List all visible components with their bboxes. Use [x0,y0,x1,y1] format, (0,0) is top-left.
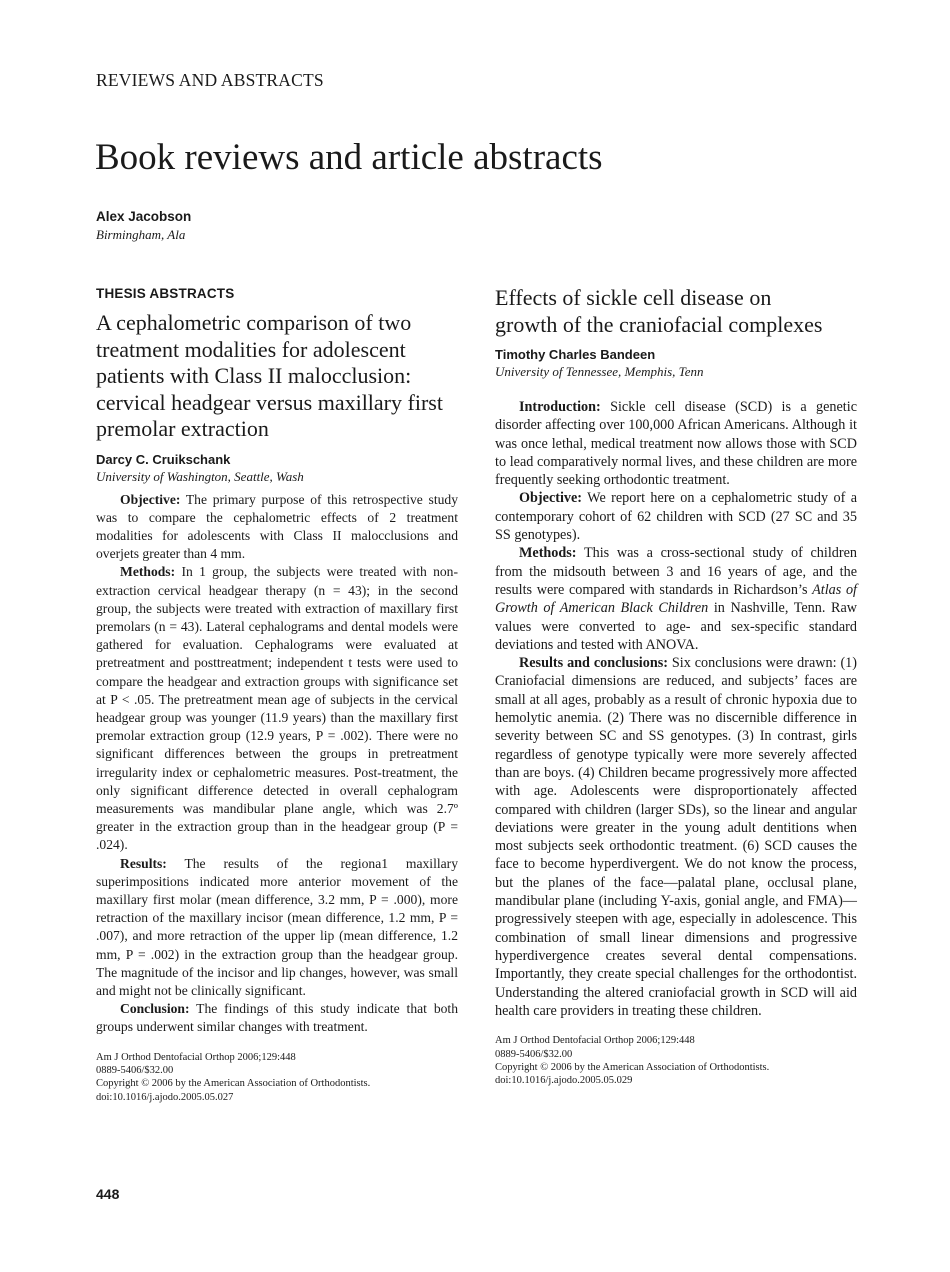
citation-journal: Am J Orthod Dentofacial Orthop 2006;129:448 [96,1051,296,1063]
right-column [495,285,857,1088]
article-author: Timothy Charles Bandeen [495,347,656,362]
article-title: A cephalometric comparison of two treatment modalities for adolescent patients with Class II malocclusion: cervical headgear versus maxillary first premolar extraction [96,310,443,441]
article-affiliation: University of Tennessee, Memphis, Tenn [495,364,704,379]
page-number: 448 [96,1186,120,1202]
results-paragraph: Results and conclusions: Six conclusions were drawn: (1) Craniofacial dimensions are reduced, and subjects’ faces are small at all ages, probably as a result of chronic hypoxia due to hemolytic anemia. (2) There was no discernible difference in severity between SC and SS genotypes. (3) In contrast, girls regardless of genotype typically were more severely affected than are boys. (4) Children became progressively more affected with age. Adolescents were disproportionately affected compared with children (larger SDs), so the linear and angular deviations were greater in the young adult dentitions when most subjects seek orthodontic treatment. (6) SCD causes the face to become hyperdivergent. We do not know the process, but the planes of the face—palatal plane, occlusal plane, mandibular plane (including Y-axis, gonial angle, and FMA)—progressively steepen with age, especially in adolescence. This combination of small linear dimensions and progressive hyperdivergence creates several dental compensations. Importantly, they create special challenges for the orthodontist. Understanding the altered craniofacial growth in SCD will aid health care providers in treating these children. [495,655,857,1019]
editor-block [96,209,191,243]
citation-doi: doi:10.1016/j.ajodo.2005.05.027 [96,1091,234,1103]
section-header: REVIEWS AND ABSTRACTS [96,70,324,90]
methods-paragraph: Methods: This was a cross-sectional study of children from the midsouth between 3 and 16 years of age, and the results were compared with standards in Richardson’s Atlas of Growth of American Black Children in Nashville, Tenn. Raw values were converted to age- and sex-specific standard deviations and tested with ANOVA. [495,545,857,653]
citation-doi: doi:10.1016/j.ajodo.2005.05.029 [495,1075,633,1087]
conclusion-paragraph: Conclusion: The findings of this study indicate that both groups underwent similar changes with treatment. [96,1001,458,1035]
article-author: Darcy C. Cruikschank [96,451,231,467]
citation-copyright: Copyright © 2006 by the American Association of Orthodontists. [495,1061,770,1073]
results-paragraph: Results: The results of the regiona1 maxillary superimpositions indicated more anterior movement of the maxillary first molar (mean difference, 3.2 mm, P = .000), more retraction of the maxillary incisor (mean difference, 1.2 mm, P = .007), and more retraction of the upper lip (mean difference, 1.2 mm, P = .002) in the extraction group than the headgear group. The magnitude of the incisor and lip changes, however, was small and might not be clinically significant. [96,855,458,998]
atlas-title: Atlas of Growth of American Black Children [495,581,857,617]
objective-paragraph: Objective: The primary purpose of this retrospective study was to compare the cephalometric effects of 2 treatment modalities for adolescents with Class II malocclusions and overjets greater than 4 mm. [96,491,458,562]
left-column [96,286,458,1104]
citation-issn: 0889-5406/$32.00 [96,1065,174,1076]
citation-block [495,1034,857,1088]
objective-paragraph: Objective: We report here on a cephalometric study of a contemporary cohort of 62 children with SCD (27 SC and 35 SS genotypes). [495,490,857,544]
citation-journal: Am J Orthod Dentofacial Orthop 2006;129:448 [495,1035,695,1047]
introduction-paragraph: Introduction: Sickle cell disease (SCD) is a genetic disorder affecting over 100,000 African Americans. Although it was once lethal, medical treatment now allows those with SCD to lead comparatively normal lives, and these children are more frequently seeking orthodontic treatment. [495,399,857,489]
section-label: THESIS ABSTRACTS [96,286,235,301]
editor-name: Alex Jacobson [96,209,192,224]
citation-issn: 0889-5406/$32.00 [495,1048,573,1060]
article-affiliation: University of Washington, Seattle, Wash [96,468,304,484]
article-title: Effects of sickle cell disease on growth of the craniofacial complexes [495,285,823,337]
citation-copyright: Copyright © 2006 by the American Association of Orthodontists. [96,1078,371,1090]
methods-paragraph: Methods: In 1 group, the subjects were treated with non-extraction cervical headgear therapy (n = 43); in the second group, the subjects were treated with extraction of maxillary first premolars (n = 43). Lateral cephalograms and dental models were gathered for evaluation. Cephalograms were evaluated at pretreatment and posttreatment; independent t tests were used to compare the headgear and extraction groups with significance set at P < .05. The pretreatment mean age of subjects in the cervical headgear group was younger (11.9 years) than the maxillary first premolar extraction group (12.9 years, P = .002). There were no significant differences between the groups in pretreatment irregularity index or cephalometric measures. Post-treatment, the only significant difference detected in overall cephalogram measurements was mandibular plane angle, which was 2.7º greater in the extraction group than in the headgear group (P = .024). [96,564,458,853]
editor-affiliation: Birmingham, Ala [96,227,186,242]
citation-block [96,1051,458,1105]
page-title: Book reviews and article abstracts [95,137,603,178]
